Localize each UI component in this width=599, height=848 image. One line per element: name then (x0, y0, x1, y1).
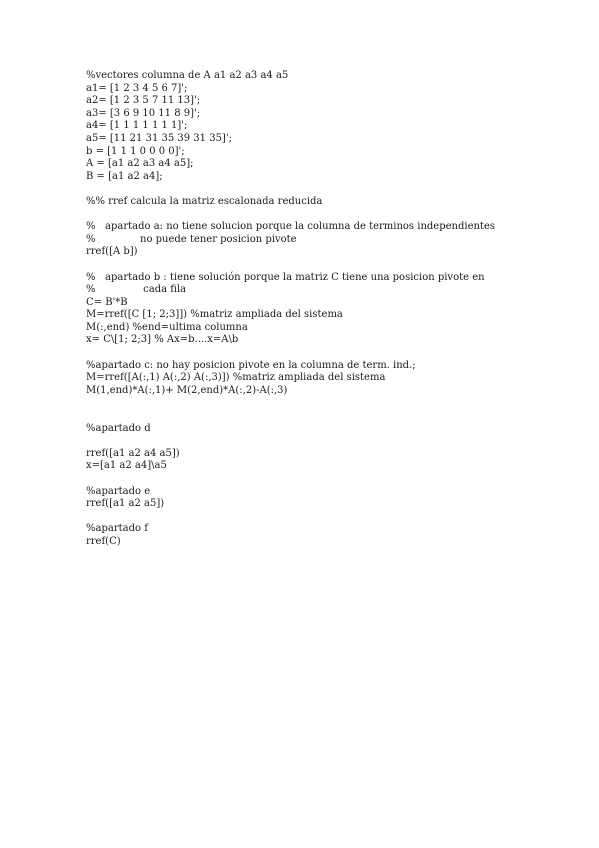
blank-line (86, 183, 526, 196)
code-line: % cada fila (86, 284, 187, 296)
code-line: a4= [1 1 1 1 1 1 1]'; (86, 120, 188, 132)
code-line: %apartado d (86, 422, 151, 434)
code-line: M=rref([C [1; 2;3]]) %matriz ampliada del sistema (86, 309, 343, 321)
code-line: %% rref calcula la matriz escalonada reducida (86, 195, 323, 207)
code-line: M=rref([A(:,1) A(:,2) A(:,3)]) %matriz ampliada del sistema (86, 372, 386, 384)
code-line: B = [a1 a2 a4]; (86, 170, 163, 182)
code-line: rref([a1 a2 a5]) (86, 498, 165, 510)
blank-line (86, 435, 526, 448)
code-line: % apartado b : tiene solución porque la matriz C tiene una posicion pivote en (86, 271, 485, 283)
code-line: C= B'*B (86, 296, 128, 308)
blank-line (86, 473, 526, 486)
code-line: a5= [11 21 31 35 39 31 35]'; (86, 132, 232, 144)
code-line: % no puede tener posicion pivote (86, 233, 297, 245)
blank-line (86, 511, 526, 524)
code-line: a3= [3 6 9 10 11 8 9]'; (86, 107, 201, 119)
code-line: M(1,end)*A(:,1)+ M(2,end)*A(:,2)-A(:,3) (86, 384, 288, 396)
code-line: %apartado e (86, 485, 151, 497)
blank-line (86, 259, 526, 272)
code-line: x=[a1 a2 a4]\a5 (86, 460, 167, 472)
code-line: %apartado f (86, 523, 148, 535)
code-line: rref(C) (86, 535, 121, 547)
code-listing (86, 70, 526, 549)
code-line: M(:,end) %end=ultima columna (86, 321, 248, 333)
code-line: rref([a1 a2 a4 a5]) (86, 447, 180, 459)
code-line: %apartado c: no hay posicion pivote en la columna de term. ind.; (86, 359, 416, 371)
blank-line (86, 410, 526, 423)
code-line: % apartado a: no tiene solucion porque la columna de terminos independientes (86, 221, 495, 233)
code-line: x= C\[1; 2;3] % Ax=b....x=A\b (86, 334, 239, 346)
code-line: rref([A b]) (86, 246, 138, 258)
blank-line (86, 397, 526, 410)
code-line: a1= [1 2 3 4 5 6 7]'; (86, 82, 188, 94)
blank-line (86, 209, 526, 222)
code-line: b = [1 1 1 0 0 0 0]'; (86, 145, 185, 157)
code-line: a2= [1 2 3 5 7 11 13]'; (86, 95, 201, 107)
blank-line (86, 347, 526, 360)
code-line: %vectores columna de A a1 a2 a3 a4 a5 (86, 70, 289, 81)
code-line: A = [a1 a2 a3 a4 a5]; (86, 158, 194, 170)
